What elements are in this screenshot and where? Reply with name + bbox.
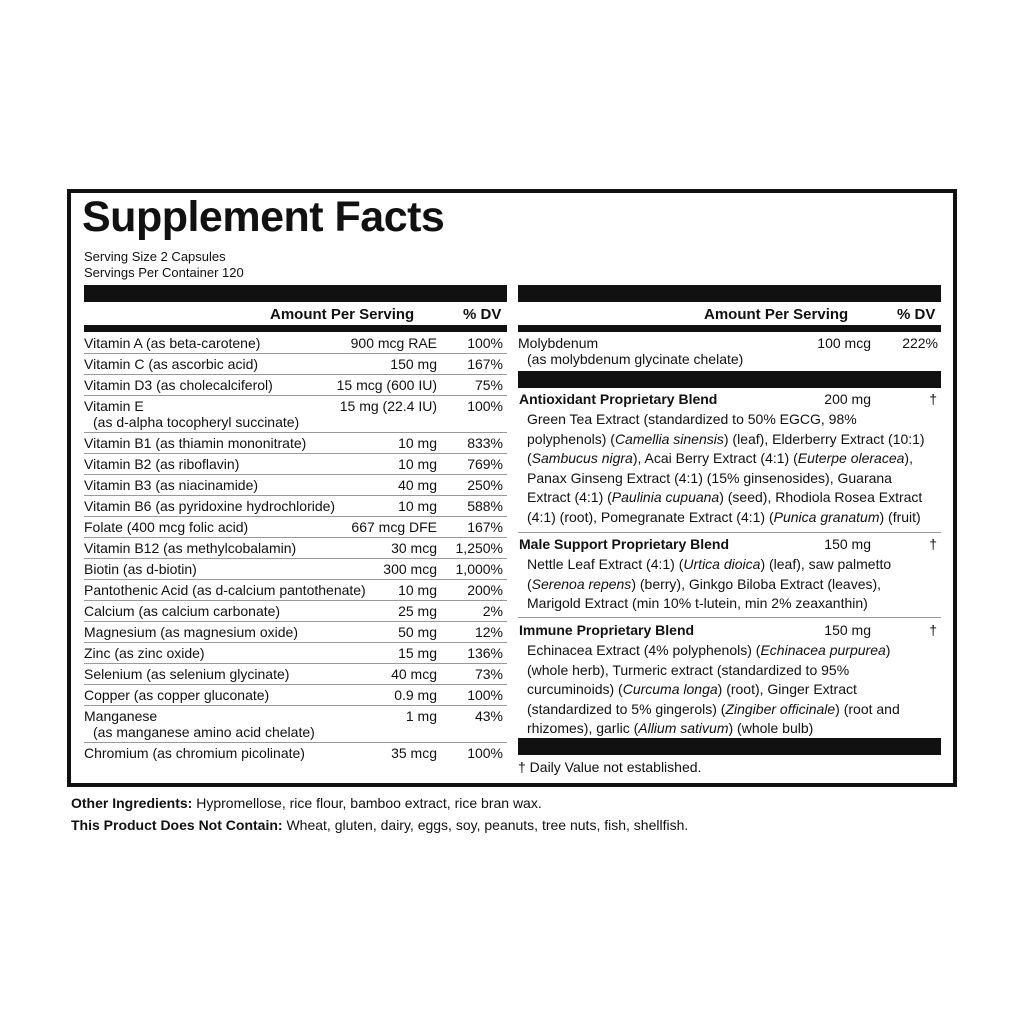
nutrient-dv: 1,000% [455, 561, 503, 577]
blend-amount: 150 mg [824, 622, 871, 638]
nutrient-dv: 250% [467, 477, 503, 493]
nutrient-amount: 10 mg [398, 582, 437, 598]
right-bottom-bar [518, 738, 941, 755]
does-not-contain-label: This Product Does Not Contain: [71, 817, 283, 833]
blend-divider [518, 532, 941, 533]
nutrient-dv: 100% [467, 398, 503, 414]
ingredient-line [527, 449, 941, 469]
nutrient-row [84, 745, 507, 766]
ingredient-line [527, 575, 941, 595]
nutrient-name: Selenium (as selenium glycinate) [84, 666, 290, 682]
ingredient-text: ( [527, 450, 532, 467]
nutrient-amount: 10 mg [398, 498, 437, 514]
nutrient-name: Manganese [84, 708, 158, 724]
botanical-name: Sambucus nigra [531, 450, 633, 467]
botanical-name: Zingiber officinale [725, 700, 836, 717]
ingredient-text: ) (fruit) [879, 508, 921, 525]
row-divider [84, 600, 507, 601]
ingredient-line [527, 700, 941, 720]
nutrient-amount: 25 mg [398, 603, 437, 619]
nutrient-dv: 167% [467, 356, 503, 372]
nutrient-dv: 100% [467, 335, 503, 351]
nutrient-name: Vitamin B2 (as riboflavin) [84, 456, 240, 472]
ingredient-text: Green Tea Extract (standardized to 50% EGCG, 98% [527, 411, 857, 427]
nutrient-source: (as manganese amino acid chelate) [93, 724, 315, 740]
nutrient-dv: 43% [474, 708, 503, 724]
panel-title: Supplement Facts [82, 193, 445, 241]
other-ingredients-text: Hypromellose, rice flour, bamboo extract, rice bran wax. [192, 795, 542, 811]
nutrient-dv: 12% [474, 624, 503, 640]
blend-name: Immune Proprietary Blend [519, 622, 695, 638]
left-amount-header: Amount Per Serving [270, 306, 415, 323]
nutrient-name: Zinc (as zinc oxide) [84, 645, 205, 661]
left-header-bar [84, 325, 507, 332]
nutrient-dv: 100% [467, 745, 503, 761]
ingredient-line [527, 410, 941, 430]
nutrient-amount: 1 mg [405, 708, 437, 724]
nutrient-amount: 50 mg [398, 624, 437, 640]
servings-per-container: Servings Per Container 120 [84, 265, 244, 280]
botanical-name: Serenoa repens [531, 575, 632, 592]
botanical-name: Camellia sinensis [614, 430, 724, 447]
right-amount-header: Amount Per Serving [704, 306, 849, 323]
nutrient-name: Pantothenic Acid (as d-calcium pantothenate) [84, 582, 366, 598]
ingredient-text: ) [885, 642, 891, 658]
ingredient-line [527, 661, 941, 681]
does-not-contain [71, 817, 688, 833]
ingredient-line [527, 555, 941, 575]
ingredient-text: (standardized to 5% gingerols) ( [527, 700, 726, 717]
nutrient-amount: 10 mg [398, 456, 437, 472]
nutrient-dv: 100% [467, 687, 503, 703]
row-divider [84, 353, 507, 354]
ingredient-text: ) (seed), Rhodiola Rosea Extract [719, 489, 923, 506]
nutrient-dv: 73% [474, 666, 503, 682]
nutrient-amount: 40 mg [398, 477, 437, 493]
nutrient-source: (as molybdenum glycinate chelate) [527, 351, 744, 367]
nutrient-dv: 222% [902, 335, 938, 351]
nutrient-dv: 769% [467, 456, 503, 472]
nutrient-amount: 150 mg [390, 356, 437, 372]
nutrient-amount: 35 mcg [391, 745, 437, 761]
ingredient-text: (4:1) (root), Pomegranate Extract (4:1) ( [527, 508, 774, 525]
blend-amount: 150 mg [824, 536, 871, 552]
daily-value-note: † Daily Value not established. [518, 759, 702, 775]
ingredient-text: Echinacea Extract (4% polyphenols) ( [527, 642, 761, 658]
nutrient-name: Vitamin A (as beta-carotene) [84, 335, 261, 351]
row-divider [84, 495, 507, 496]
other-ingredients [71, 795, 542, 811]
row-divider [84, 558, 507, 559]
nutrient-name: Biotin (as d-biotin) [84, 561, 197, 577]
ingredient-text: curcuminoids) ( [527, 681, 623, 698]
nutrient-dv: 200% [467, 582, 503, 598]
ingredient-line [527, 594, 941, 614]
nutrient-name: Molybdenum [518, 335, 599, 351]
ingredient-text: Nettle Leaf Extract (4:1) ( [527, 556, 684, 572]
row-divider [84, 516, 507, 517]
nutrient-amount: 15 mg [398, 645, 437, 661]
row-divider [84, 705, 507, 706]
nutrient-dv: 833% [467, 435, 503, 451]
blend-amount: 200 mg [824, 391, 871, 407]
blend-section-bar [518, 371, 941, 388]
nutrient-name: Vitamin C (as ascorbic acid) [84, 356, 259, 372]
nutrient-amount: 300 mcg [383, 561, 437, 577]
molybdenum-row [518, 335, 941, 369]
row-divider [84, 684, 507, 685]
nutrient-amount: 30 mcg [391, 540, 437, 556]
ingredient-text: (whole herb), Turmeric extract (standardized to 95% [527, 661, 850, 678]
botanical-name: Punica granatum [773, 508, 880, 525]
ingredient-text: ) (leaf), Elderberry Extract (10:1) [723, 430, 925, 447]
left-dv-header: % DV [463, 306, 502, 323]
serving-size: Serving Size 2 Capsules [84, 249, 226, 264]
botanical-name: Curcuma longa [622, 681, 718, 698]
ingredient-text: Marigold Extract (min 10% t-lutein, min 2% zeaxanthin) [527, 595, 868, 612]
nutrient-name: Folate (400 mcg folic acid) [84, 519, 249, 535]
nutrient-name: Vitamin B3 (as niacinamide) [84, 477, 259, 493]
nutrient-name: Copper (as copper gluconate) [84, 687, 270, 703]
row-divider [84, 395, 507, 396]
row-divider [84, 621, 507, 622]
botanical-name: Urtica dioica [683, 556, 761, 572]
nutrient-row [84, 708, 507, 745]
ingredient-text: ) (leaf), saw palmetto [760, 556, 892, 572]
nutrient-dv: 75% [474, 377, 503, 393]
nutrient-name: Vitamin B1 (as thiamin mononitrate) [84, 435, 307, 451]
right-header-bar [518, 325, 941, 332]
ingredient-line [527, 488, 941, 508]
nutrient-dv: 2% [482, 603, 503, 619]
nutrient-name: Magnesium (as magnesium oxide) [84, 624, 298, 640]
nutrient-name: Vitamin D3 (as cholecalciferol) [84, 377, 273, 393]
row-divider [84, 742, 507, 743]
ingredient-text: ) (whole bulb) [728, 720, 814, 737]
left-top-bar [84, 285, 507, 302]
blend-ingredients [527, 555, 941, 614]
does-not-contain-text: Wheat, gluten, dairy, eggs, soy, peanuts, tree nuts, fish, shellfish. [282, 817, 689, 833]
blend-dv: † [929, 622, 937, 638]
blend-name: Male Support Proprietary Blend [519, 536, 730, 552]
ingredient-line [527, 680, 941, 700]
botanical-name: Euterpe oleracea [797, 450, 905, 467]
nutrient-amount: 15 mg (22.4 IU) [339, 398, 437, 414]
nutrient-amount: 15 mcg (600 IU) [336, 377, 437, 393]
botanical-name: Paulinia cupuana [611, 489, 720, 506]
row-divider [84, 579, 507, 580]
row-divider [84, 537, 507, 538]
ingredient-line [527, 719, 941, 739]
botanical-name: Allium sativum [638, 720, 729, 737]
ingredient-line [527, 430, 941, 450]
ingredient-line [527, 469, 941, 489]
row-divider [84, 474, 507, 475]
nutrient-dv: 588% [467, 498, 503, 514]
blend-divider [518, 617, 941, 618]
nutrient-name: Vitamin E [84, 398, 144, 414]
row-divider [84, 642, 507, 643]
row-divider [84, 432, 507, 433]
nutrient-source: (as d-alpha tocopheryl succinate) [93, 414, 300, 430]
blend-ingredients [527, 641, 941, 739]
row-divider [84, 453, 507, 454]
nutrient-dv: 167% [467, 519, 503, 535]
ingredient-text: Panax Ginseng Extract (4:1) (15% ginsenosides), Guarana [527, 469, 892, 486]
row-divider [84, 663, 507, 664]
ingredient-text: ) (root), Ginger Extract [717, 681, 857, 698]
ingredient-text: ( [527, 575, 532, 592]
nutrient-amount: 900 mcg RAE [350, 335, 437, 351]
blend-dv: † [929, 391, 937, 407]
nutrient-amount: 100 mcg [817, 335, 871, 351]
nutrient-amount: 10 mg [398, 435, 437, 451]
ingredient-text: ), Acai Berry Extract (4:1) ( [632, 450, 798, 467]
ingredient-line [527, 641, 941, 661]
row-divider [84, 374, 507, 375]
nutrient-dv: 1,250% [455, 540, 503, 556]
ingredient-line [527, 508, 941, 528]
nutrient-name: Chromium (as chromium picolinate) [84, 745, 305, 761]
ingredient-text: Extract (4:1) ( [527, 489, 612, 506]
botanical-name: Echinacea purpurea [760, 642, 886, 658]
ingredient-text: ) (root and [835, 700, 900, 717]
nutrient-row [84, 398, 507, 435]
right-top-bar [518, 285, 941, 302]
nutrient-dv: 136% [467, 645, 503, 661]
nutrient-amount: 667 mcg DFE [351, 519, 437, 535]
nutrient-name: Vitamin B12 (as methylcobalamin) [84, 540, 297, 556]
ingredient-text: ) (berry), Ginkgo Biloba Extract (leaves), [631, 575, 882, 592]
nutrient-amount: 0.9 mg [394, 687, 437, 703]
nutrient-name: Calcium (as calcium carbonate) [84, 603, 281, 619]
other-ingredients-label: Other Ingredients: [71, 795, 193, 811]
blend-name: Antioxidant Proprietary Blend [519, 391, 718, 407]
nutrient-name: Vitamin B6 (as pyridoxine hydrochloride) [84, 498, 336, 514]
blend-dv: † [929, 536, 937, 552]
ingredient-text: ), [904, 450, 913, 467]
nutrient-amount: 40 mcg [391, 666, 437, 682]
ingredient-text: polyphenols) ( [527, 430, 615, 447]
blend-ingredients [527, 410, 941, 528]
ingredient-text: rhizomes), garlic ( [527, 720, 639, 737]
right-dv-header: % DV [897, 306, 936, 323]
